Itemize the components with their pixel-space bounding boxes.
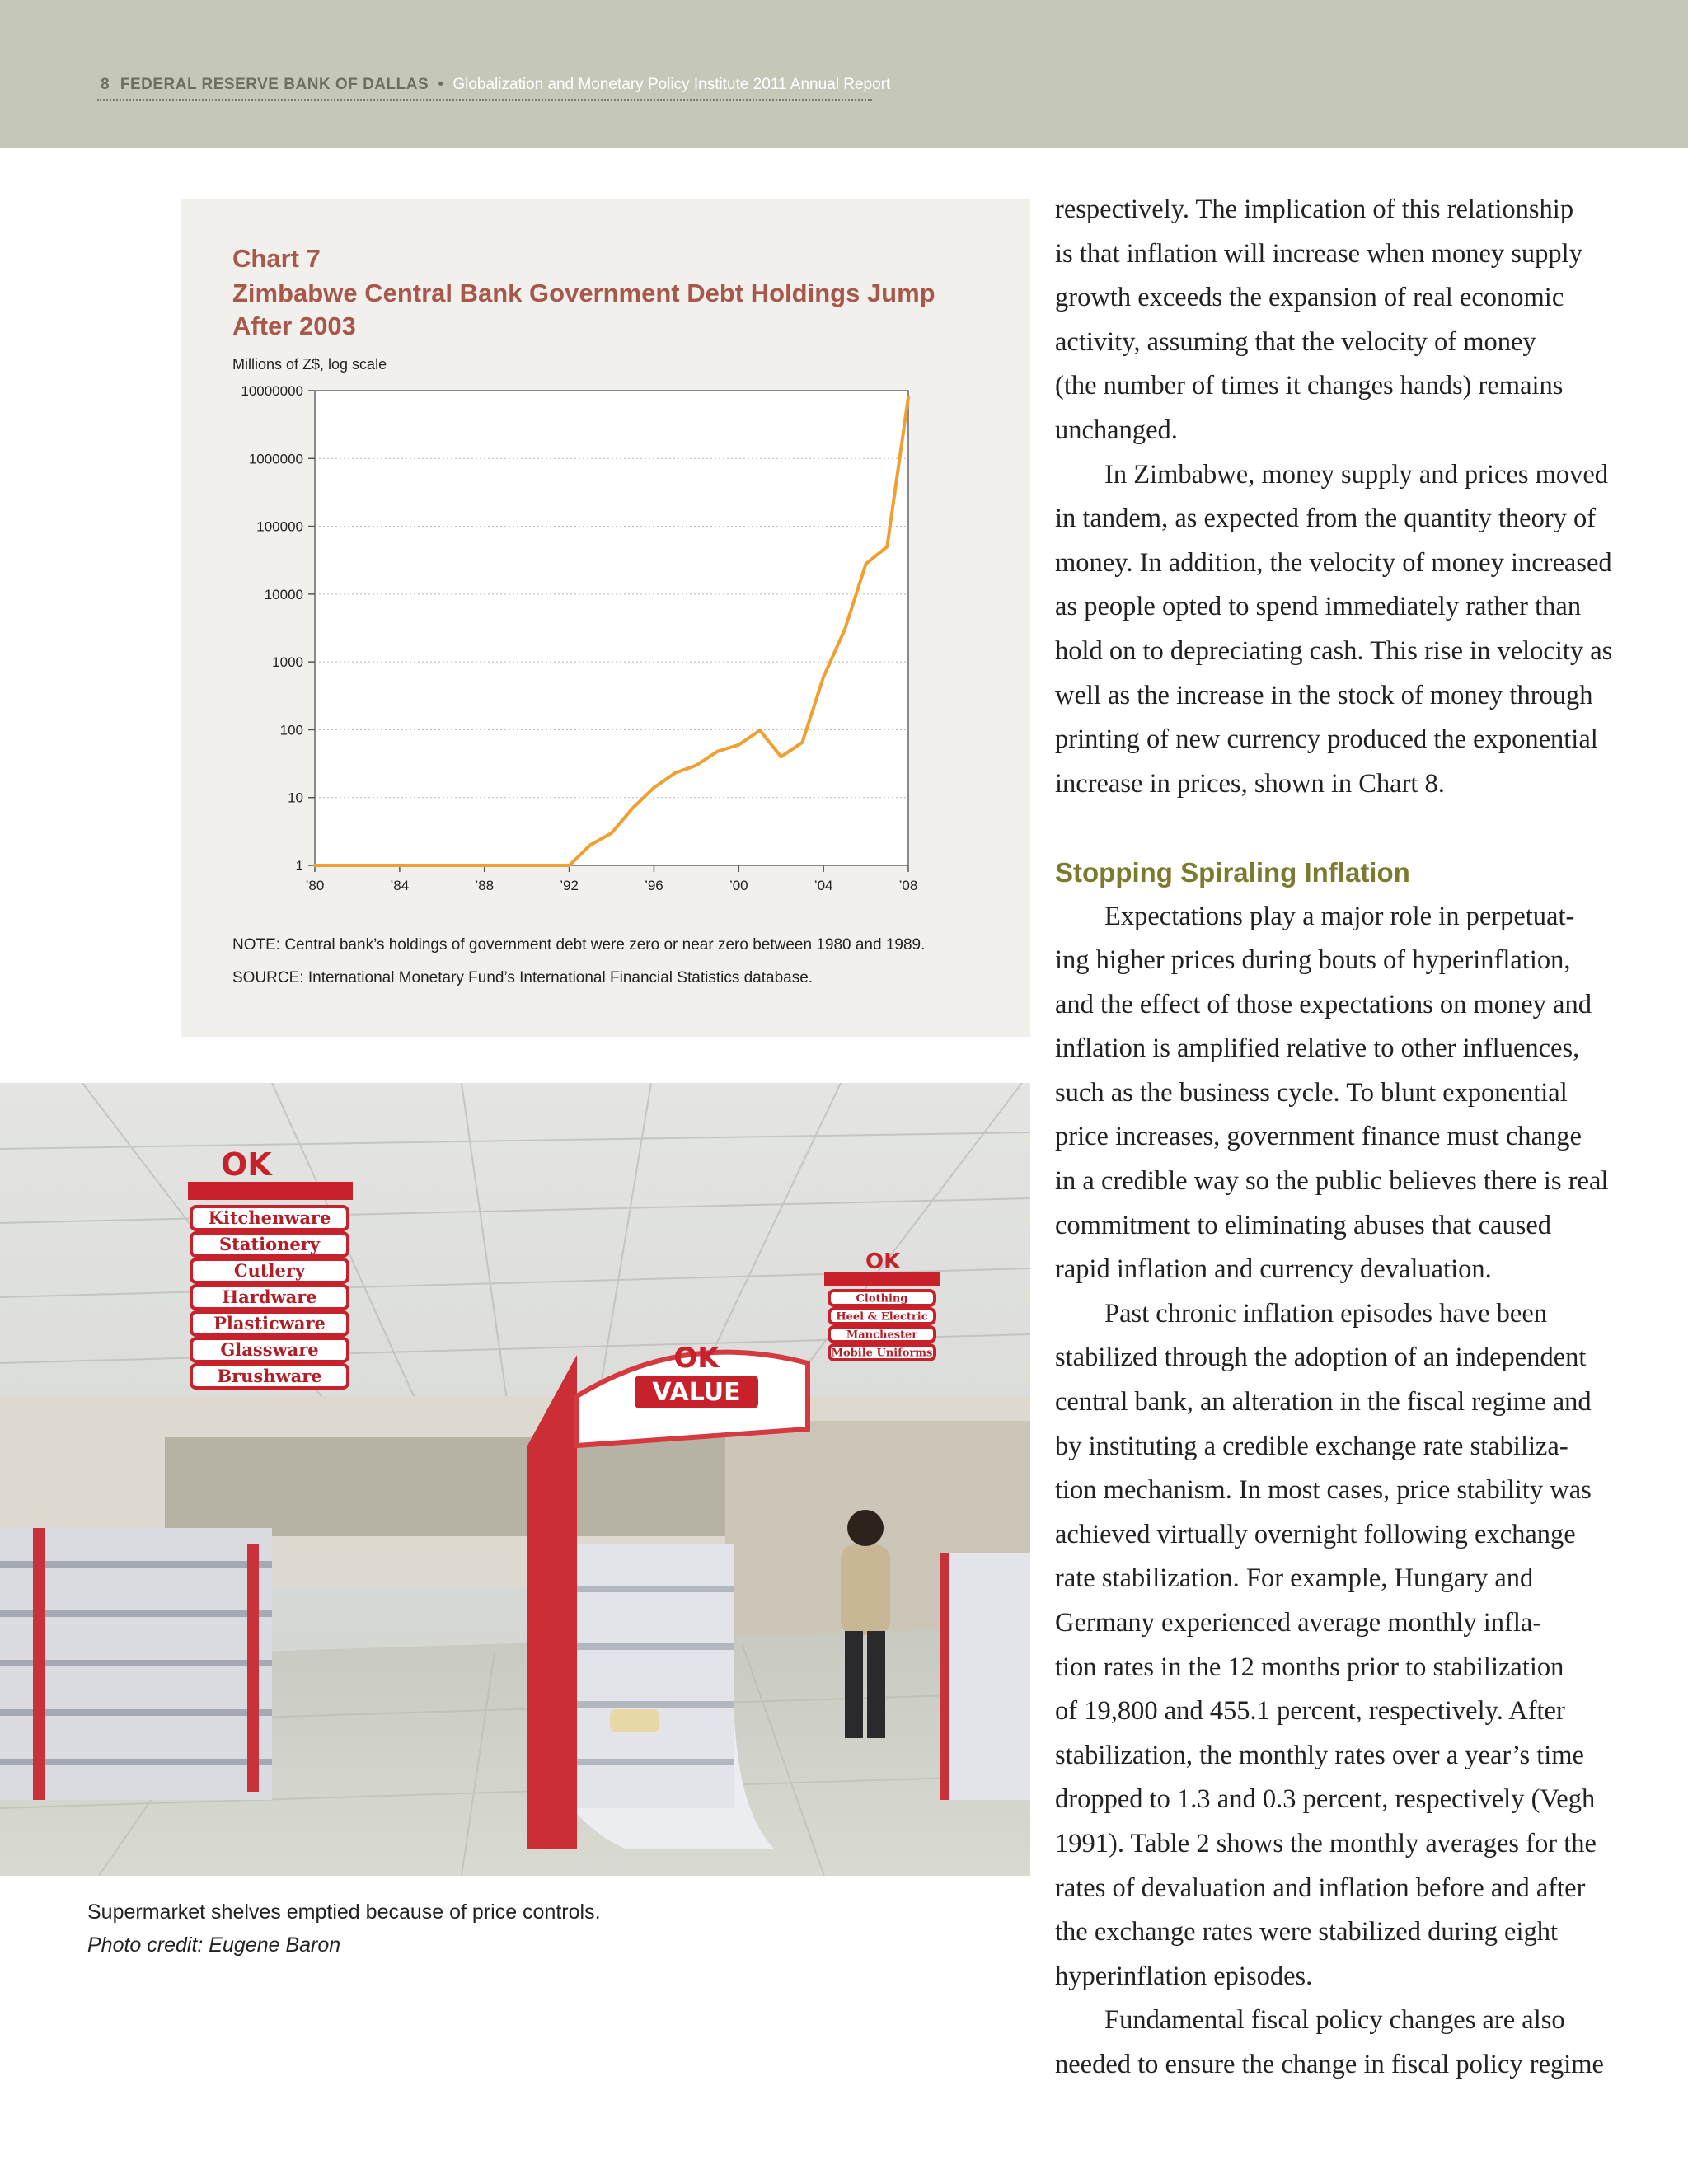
body-line: well as the increase in the stock of money through: [1055, 680, 1593, 710]
body-line: such as the business cycle. To blunt exponential: [1055, 1077, 1568, 1108]
body-line: by instituting a credible exchange rate stabiliza-: [1055, 1431, 1568, 1461]
x-tick-label: ’88: [475, 878, 495, 893]
publication-title: Globalization and Monetary Policy Institute 2011 Annual Report: [452, 76, 891, 93]
photo-credit: Photo credit: Eugene Baron: [87, 1933, 341, 1957]
body-line: tion rates in the 12 months prior to stabilization: [1055, 1652, 1564, 1682]
value-sign: VALUE: [652, 1378, 741, 1407]
header-bullet: •: [438, 76, 444, 93]
body-line: stabilization, the monthly rates over a year’s time: [1055, 1740, 1584, 1770]
body-line: Fundamental fiscal policy changes are also: [1104, 2005, 1565, 2036]
body-line: respectively. The implication of this relationship: [1055, 194, 1574, 224]
caption-text: Supermarket shelves emptied because of price controls.: [87, 1900, 601, 1924]
x-tick-label: ’00: [729, 878, 748, 893]
aisle-sign-label: Kitchenware: [208, 1207, 331, 1228]
body-line: growth exceeds the expansion of real economic: [1055, 283, 1564, 313]
paragraph-5: [1055, 1999, 1604, 2087]
body-line: tion mechanism. In most cases, price stability was: [1055, 1475, 1592, 1506]
x-tick-label: ’92: [560, 878, 579, 893]
paragraph-4: [1055, 1292, 1597, 1999]
body-line: printing of new currency produced the exponential: [1055, 724, 1598, 755]
body-line: the exchange rates were stabilized during eight: [1055, 1917, 1559, 1947]
aisle-sign-label: Brushware: [217, 1366, 322, 1386]
photo-caption: [87, 1896, 601, 1961]
body-line: ing higher prices during bouts of hyperinflation,: [1055, 945, 1571, 976]
aisle-sign-label: Clothing: [856, 1292, 908, 1305]
section-spacer: [1055, 806, 1591, 851]
body-line: Past chronic inflation episodes have been: [1104, 1298, 1547, 1329]
body-line: increase in prices, shown in Chart 8.: [1055, 768, 1445, 799]
body-line: in tandem, as expected from the quantity theory of: [1055, 504, 1597, 534]
supermarket-photo: [0, 1083, 1030, 1876]
store-logo-left: OK: [221, 1146, 272, 1183]
running-head: [101, 76, 890, 94]
body-line: money. In addition, the velocity of money increased: [1055, 547, 1612, 578]
body-line: in a credible way so the public believes there is real: [1055, 1166, 1609, 1197]
aisle-sign-label: Hardware: [222, 1286, 317, 1307]
body-line: Expectations play a major role in perpetuat-: [1104, 901, 1575, 931]
body-line: unchanged.: [1055, 415, 1178, 445]
x-tick-label: ’80: [305, 878, 325, 893]
body-text-column: [1055, 188, 1613, 2088]
store-logo-center: OK: [673, 1342, 720, 1375]
body-line: rate stabilization. For example, Hungary and: [1055, 1563, 1534, 1594]
body-line: inflation is amplified relative to other influences,: [1055, 1033, 1580, 1064]
paragraph-3: [1055, 895, 1609, 1292]
aisle-sign-label: Manchester: [846, 1329, 918, 1342]
x-tick-label: ’08: [898, 878, 918, 893]
page-number: 8: [101, 76, 110, 93]
body-line: central bank, an alteration in the fiscal regime and: [1055, 1387, 1592, 1418]
chart-title: Zimbabwe Central Bank Government Debt Holdings Jump After 2003: [232, 279, 935, 340]
store-logo-right: OK: [865, 1249, 901, 1274]
body-line: rapid inflation and currency devaluation.: [1055, 1254, 1492, 1285]
body-line: and the effect of those expectations on money and: [1055, 989, 1592, 1019]
y-tick-label: 10000: [264, 586, 303, 602]
aisle-sign-label: Mobile Uniforms: [831, 1347, 933, 1360]
body-line: is that inflation will increase when money supply: [1055, 238, 1582, 269]
body-line: hyperinflation episodes.: [1055, 1961, 1313, 1991]
y-tick-label: 1: [295, 858, 303, 874]
aisle-sign-label: Plasticware: [213, 1313, 326, 1333]
y-tick-label: 1000000: [248, 451, 303, 467]
body-line: 1991). Table 2 shows the monthly averages for the: [1055, 1828, 1597, 1858]
aisle-sign-label: Heel & Electric: [836, 1310, 928, 1324]
body-line: hold on to depreciating cash. This rise in velocity as: [1055, 635, 1613, 666]
body-line: price increases, government finance must change: [1055, 1122, 1582, 1152]
chart-unit-label: Millions of Z$, log scale: [232, 356, 387, 373]
chart-source: SOURCE: International Monetary Fund’s International Financial Statistics database.: [232, 969, 814, 987]
body-line: commitment to eliminating abuses that caused: [1055, 1210, 1552, 1240]
left-aisle-signs: [188, 1146, 353, 1388]
x-tick-label: ’04: [814, 878, 833, 893]
y-tick-label: 10: [288, 790, 303, 806]
body-line: rates of devaluation and inflation before and after: [1055, 1872, 1586, 1903]
body-line: as people opted to spend immediately rather than: [1055, 592, 1582, 622]
body-line: Germany experienced average monthly infla-: [1055, 1608, 1542, 1638]
chart-number: Chart 7: [232, 244, 321, 273]
body-line: of 19,800 and 455.1 percent, respectively. After: [1055, 1696, 1565, 1727]
section-heading: Stopping Spiraling Inflation: [1055, 856, 1410, 888]
header-band: [0, 0, 1688, 148]
y-tick-label: 1000: [272, 654, 303, 671]
body-line: achieved virtually overnight following exchange: [1055, 1519, 1576, 1549]
chart-note: NOTE: Central bank’s holdings of government debt were zero or near zero between 1980 and 1989.: [232, 936, 926, 954]
body-line: stabilized through the adoption of an independent: [1055, 1343, 1587, 1373]
y-tick-label: 10000000: [241, 383, 303, 399]
y-tick-label: 100: [279, 722, 303, 738]
body-line: dropped to 1.3 and 0.3 percent, respectively (Vegh: [1055, 1784, 1596, 1815]
paragraph-2: [1055, 453, 1613, 807]
header-dotted-rule: [97, 99, 872, 101]
body-line: needed to ensure the change in fiscal policy regime: [1055, 2049, 1604, 2079]
x-tick-label: ’96: [645, 878, 663, 893]
aisle-sign-label: Glassware: [220, 1339, 319, 1360]
plot-area: [315, 391, 908, 865]
aisle-sign-label: Cutlery: [233, 1260, 306, 1281]
paragraph-1: [1055, 188, 1591, 453]
body-line: (the number of times it changes hands) remains: [1055, 371, 1564, 401]
y-tick-label: 100000: [256, 518, 303, 535]
body-line: activity, assuming that the velocity of money: [1055, 326, 1536, 357]
body-line: In Zimbabwe, money supply and prices moved: [1104, 459, 1609, 490]
aisle-sign-label: Stationery: [218, 1234, 321, 1254]
debt-line-chart: [223, 377, 931, 905]
organization-name: FEDERAL RESERVE BANK OF DALLAS: [120, 76, 429, 93]
x-tick-label: ’84: [390, 878, 410, 893]
